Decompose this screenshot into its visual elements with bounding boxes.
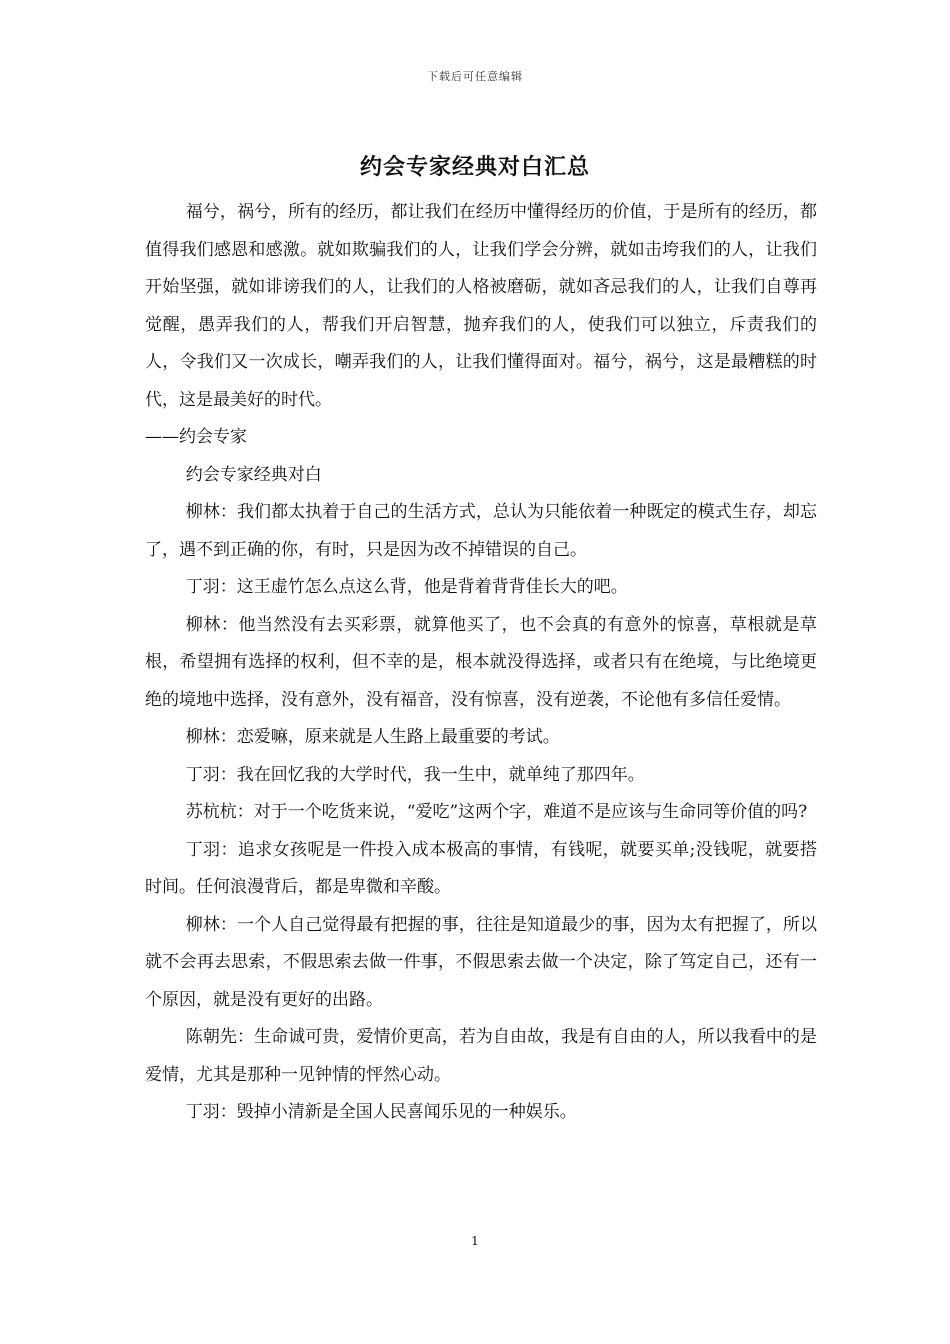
dialogue-line: 丁羽：毁掉小清新是全国人民喜闻乐见的一种娱乐。 [185,1102,577,1122]
dialogue-line: 陈朝先：生命诚可贵，爱情价更高，若为自由故，我是有自由的人，所以我看中的是爱情，尤其是那种一见钟情的怦然心动。 [145,1027,817,1085]
dialogue-line: 柳林：我们都太执着于自己的生活方式，总认为只能依着一种既定的模式生存，却忘了，遇不到正确的你，有时，只是因为改不掉错误的自己。 [145,502,817,560]
dialogue-line: 柳林：他当然没有去买彩票，就算他买了，也不会真的有意外的惊喜，草根就是草根，希望拥有选择的权利，但不幸的是，根本就没得选择，或者只有在绝境，与比绝境更绝的境地中选择，没有意外，没有福音，没有惊喜，没有逆袭，不论他有多信任爱情。 [145,614,817,710]
dialogue-line: 丁羽：追求女孩呢是一件投入成本极高的事情，有钱呢，就要买单;没钱呢，就要搭时间。任何浪漫背后，都是卑微和辛酸。 [145,839,817,897]
dialogue-line: 柳林：一个人自己觉得最有把握的事，往往是知道最少的事，因为太有把握了，所以就不会再去思索，不假思索去做一件事，不假思索去做一个决定，除了笃定自己，还有一个原因，就是没有更好的出路。 [145,914,817,1010]
section-heading: 约会专家经典对白 [185,464,322,485]
intro-paragraph: 福兮，祸兮，所有的经历，都让我们在经历中懂得经历的价值，于是所有的经历，都值得我们感恩和感激。就如欺骗我们的人，让我们学会分辨，就如击垮我们的人，让我们开始坚强，就如诽谤我们的人，让我们的人格被磨砺，就如吝忌我们的人，让我们自尊再觉醒，愚弄我们的人，帮我们开启智慧，抛弃我们的人，使我们可以独立，斥责我们的人，令我们又一次成长，嘲弄我们的人，让我们懂得面对。福兮，祸兮，这是最糟糕的时代，这是最美好的时代。 [145,202,817,410]
dialogue-line: 丁羽：这王虚竹怎么点这么背，他是背着背背佳长大的吧。 [185,577,628,597]
document-body [145,194,817,1132]
dialogue-line: 苏杭杭：对于一个吃货来说，“爱吃”这两个字，难道不是应该与生命同等价值的吗? [185,802,808,822]
dialogue-line: 柳林：恋爱嘛，原来就是人生路上最重要的考试。 [185,727,560,747]
dialogue-line: 丁羽：我在回忆我的大学时代，我一生中，就单纯了那四年。 [185,764,645,785]
header-note: 下载后可任意编辑 [427,70,523,83]
attribution: ——约会专家 [145,427,247,447]
page-number: 1 [471,1234,479,1248]
page-title: 约会专家经典对白汇总 [359,154,590,180]
